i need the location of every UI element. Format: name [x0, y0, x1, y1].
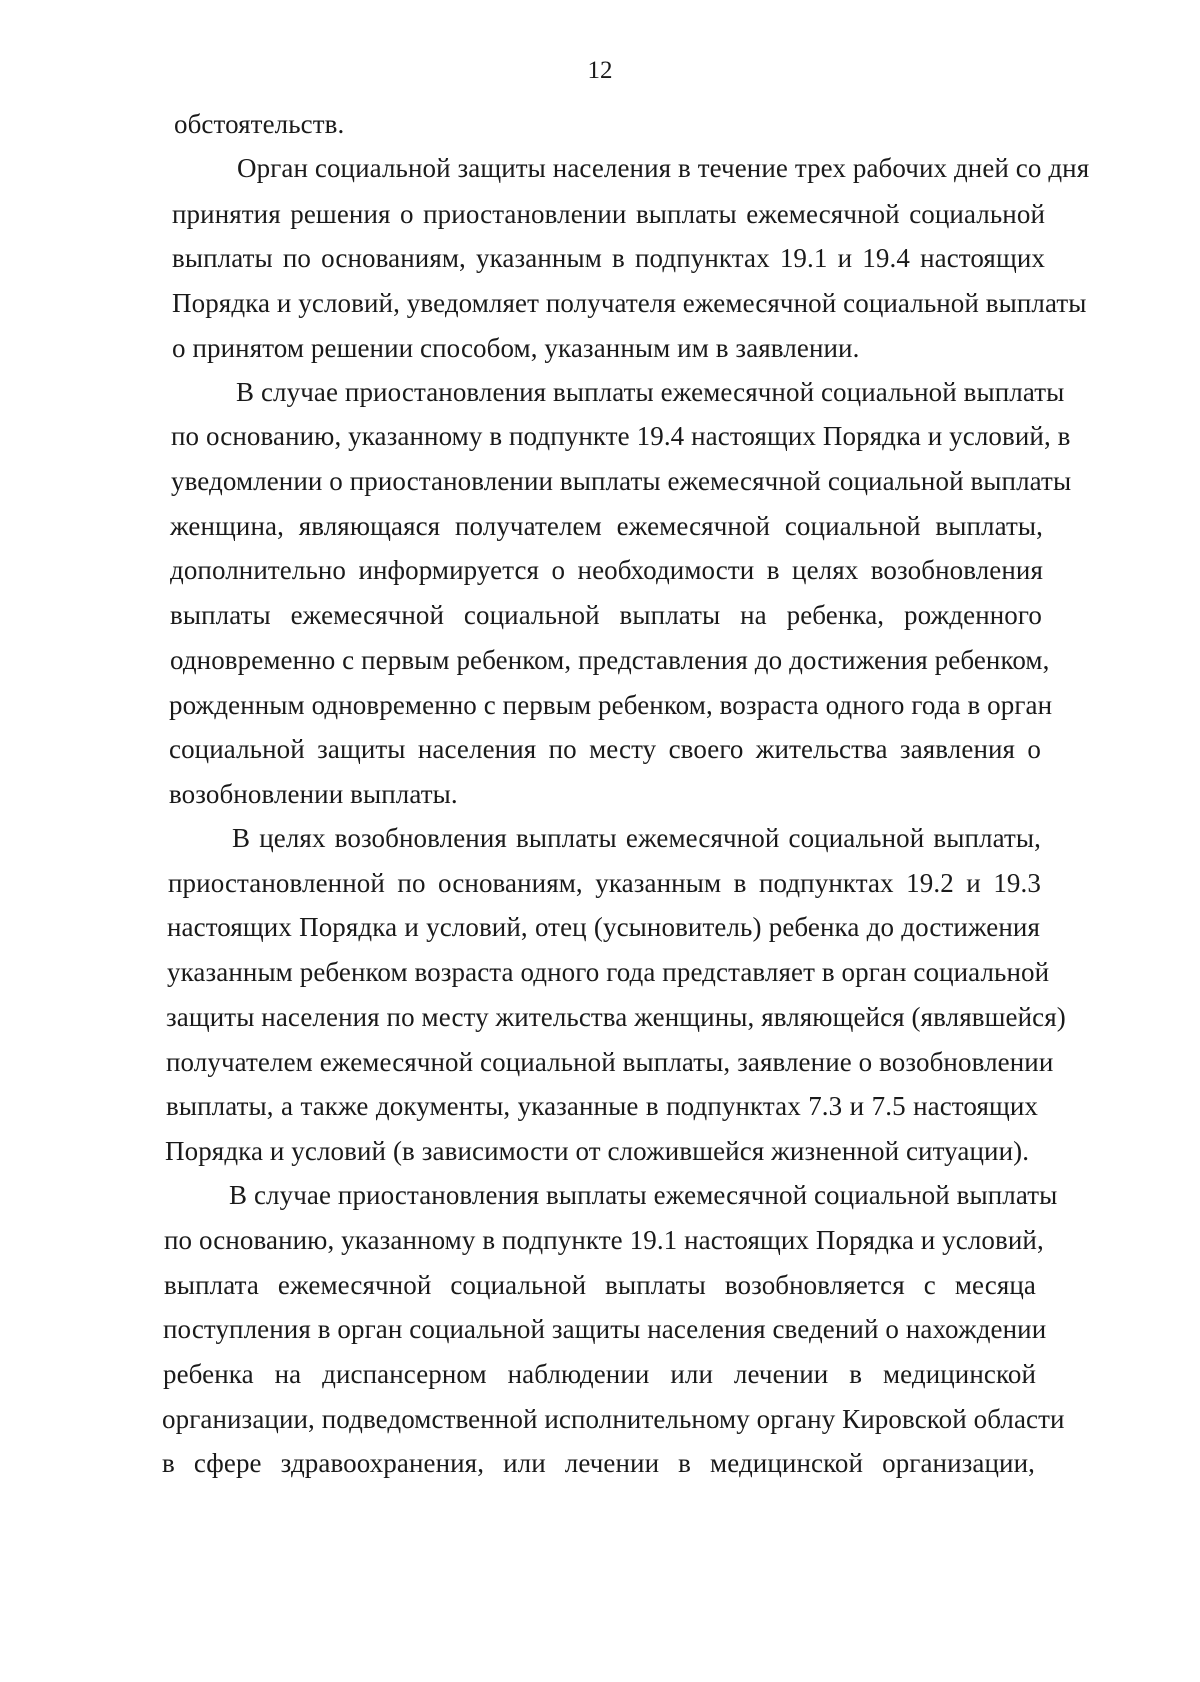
text-line: о принятом решении способом, указанным им в заявлении.	[172, 333, 860, 363]
text-line: рожденным одновременно с первым ребенком, возраста одного года в орган	[169, 690, 1053, 720]
page-number: 12	[587, 57, 613, 84]
text-line: Порядка и условий (в зависимости от сложившейся жизненной ситуации).	[165, 1136, 1030, 1166]
text-line: В целях возобновления выплаты ежемесячной социальной выплаты,	[232, 823, 1041, 853]
text-line: одновременно с первым ребенком, представления до достижения ребенком,	[170, 645, 1050, 675]
text-line: защиты населения по месту жительства женщины, являющейся (являвшейся)	[166, 1002, 1066, 1032]
text-line: социальной защиты населения по месту своего жительства заявления о	[169, 734, 1041, 764]
text-line: дополнительно информируется о необходимости в целях возобновления	[170, 555, 1043, 585]
text-line: обстоятельств.	[174, 109, 345, 139]
text-line: Орган социальной защиты населения в течение трех рабочих дней со дня	[237, 153, 1090, 183]
text-line: приостановленной по основаниям, указанным в подпунктах 19.2 и 19.3	[168, 868, 1041, 898]
text-line: принятия решения о приостановлении выплаты ежемесячной социальной	[172, 199, 1045, 229]
text-line: по основанию, указанному в подпункте 19.4 настоящих Порядка и условий, в	[171, 421, 1071, 451]
text-line: уведомлении о приостановлении выплаты ежемесячной социальной выплаты	[171, 466, 1072, 496]
text-line: организации, подведомственной исполнительному органу Кировской области	[162, 1404, 1065, 1434]
text-line: по основанию, указанному в подпункте 19.1 настоящих Порядка и условий,	[164, 1225, 1044, 1255]
text-line: выплата ежемесячной социальной выплаты возобновляется с месяца	[164, 1270, 1036, 1300]
text-line: выплаты ежемесячной социальной выплаты на ребенка, рожденного	[170, 600, 1042, 630]
text-line: возобновлении выплаты.	[169, 779, 458, 809]
text-line: настоящих Порядка и условий, отец (усыновитель) ребенка до достижения	[167, 912, 1040, 942]
text-line: Порядка и условий, уведомляет получателя ежемесячной социальной выплаты	[172, 288, 1087, 318]
text-line: поступления в орган социальной защиты населения сведений о нахождении	[163, 1314, 1047, 1344]
text-line: выплаты по основаниям, указанным в подпунктах 19.1 и 19.4 настоящих	[172, 243, 1045, 273]
text-line: в сфере здравоохранения, или лечении в медицинской организации,	[162, 1448, 1035, 1478]
text-line: В случае приостановления выплаты ежемесячной социальной выплаты	[236, 377, 1065, 407]
text-line: ребенка на диспансерном наблюдении или лечении в медицинской	[163, 1359, 1036, 1389]
text-line: указанным ребенком возраста одного года представляет в орган социальной	[167, 957, 1050, 987]
text-line: женщина, являющаяся получателем ежемесячной социальной выплаты,	[170, 511, 1043, 541]
text-line: В случае приостановления выплаты ежемесячной социальной выплаты	[229, 1180, 1058, 1210]
text-line: выплаты, а также документы, указанные в подпунктах 7.3 и 7.5 настоящих	[166, 1091, 1038, 1121]
text-line: получателем ежемесячной социальной выплаты, заявление о возобновлении	[166, 1047, 1054, 1077]
